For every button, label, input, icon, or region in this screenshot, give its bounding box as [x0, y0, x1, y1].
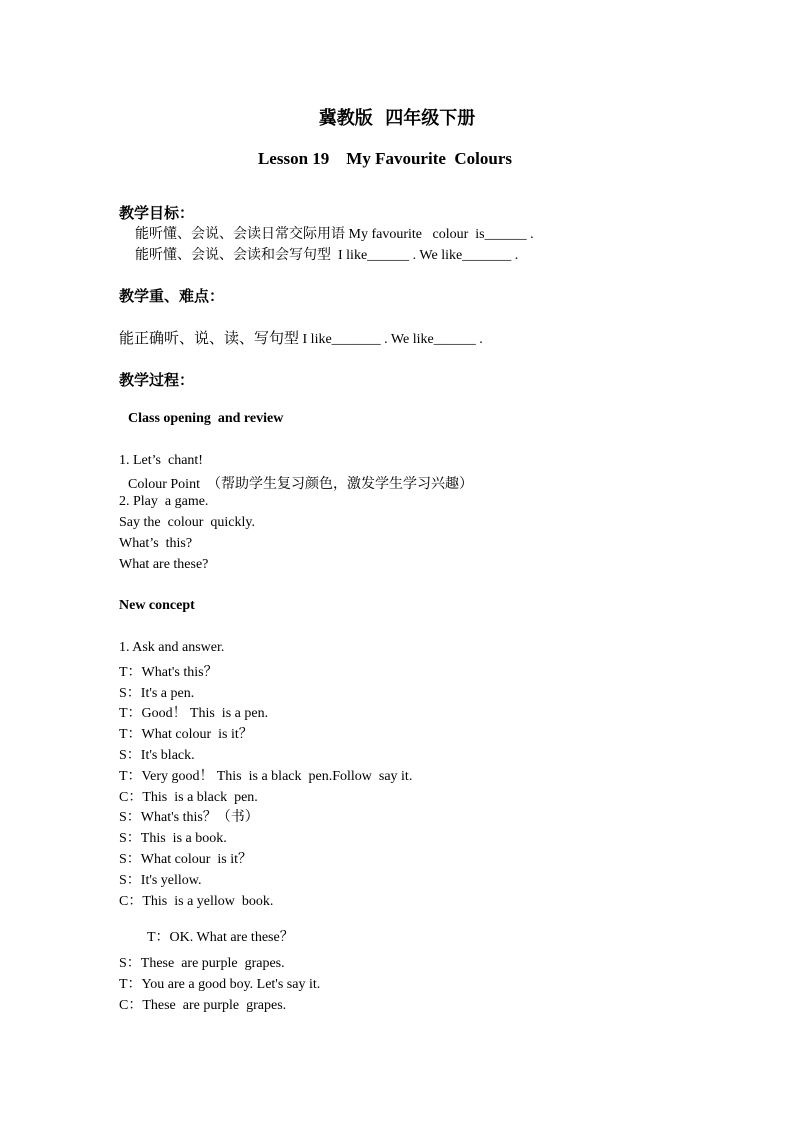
objective-line-1-en: My favourite colour is______ . [345, 227, 534, 242]
lesson-title: Lesson 19 My Favourite Colours [257, 149, 513, 168]
class-opening-subheading: Class opening and review [128, 411, 284, 426]
say-colour-line: Say the colour quickly. [119, 515, 255, 530]
objective-line-2-en: I like______ . We like_______ . [331, 248, 519, 263]
objective-line-2-cn: 能听懂、会说、会读和会写句型 [135, 247, 331, 263]
keypoints-line-cn: 能正确听、说、读、写句型 [119, 329, 300, 347]
colour-point-en: Colour Point [128, 477, 207, 492]
objective-line-1-cn: 能听懂、会说、会读日常交际用语 [135, 226, 345, 242]
keypoints-line [119, 327, 483, 348]
dialogue-line: S：It's a pen. [119, 686, 195, 701]
keypoints-heading: 教学重、难点： [119, 287, 225, 305]
dialogue-line: T：Very good！ This is a black pen.Follow say it. [119, 769, 413, 784]
dialogue-line: S：It's yellow. [119, 873, 202, 888]
step-game: 2. Play a game. [119, 494, 209, 509]
dialogue-line: T：What colour is it？ [119, 727, 253, 742]
step-chant: 1. Let’s chant! [119, 453, 203, 468]
dialogue-line: T：What's this？ [119, 665, 218, 680]
dialogue-line: S：What colour is it？ [119, 852, 252, 867]
grade-title: 冀教版 四年级下册 [318, 108, 476, 129]
colour-point-line [128, 473, 473, 493]
new-concept-subheading: New concept [119, 598, 195, 613]
keypoints-line-en: I like_______ . We like______ . [299, 332, 483, 347]
dialogue-line: 1. Ask and answer. [119, 640, 225, 655]
dialogue-line: T：You are a good boy. Let's say it. [119, 977, 321, 992]
dialogue-line: S：What's this？（书） [119, 810, 259, 825]
process-heading: 教学过程： [119, 371, 195, 389]
dialogue-indented-line: T：OK. What are these？ [147, 930, 294, 945]
objectives-heading: 教学目标： [119, 204, 195, 222]
objective-line-2 [135, 244, 518, 264]
dialogue-line: C：This is a black pen. [119, 790, 258, 805]
colour-point-note: （帮助学生复习颜色，激发学生学习兴趣） [206, 476, 473, 492]
dialogue-line: T：Good！ This is a pen. [119, 706, 269, 721]
what-are-these-line: What are these? [119, 557, 209, 572]
dialogue-line: C：These are purple grapes. [119, 998, 287, 1013]
dialogue-line: S：These are purple grapes. [119, 956, 285, 971]
dialogue-line: S：It's black. [119, 748, 195, 763]
objective-line-1 [135, 223, 534, 243]
dialogue-line: S：This is a book. [119, 831, 227, 846]
whats-this-line: What’s this? [119, 536, 193, 551]
dialogue-line: C：This is a yellow book. [119, 894, 274, 909]
